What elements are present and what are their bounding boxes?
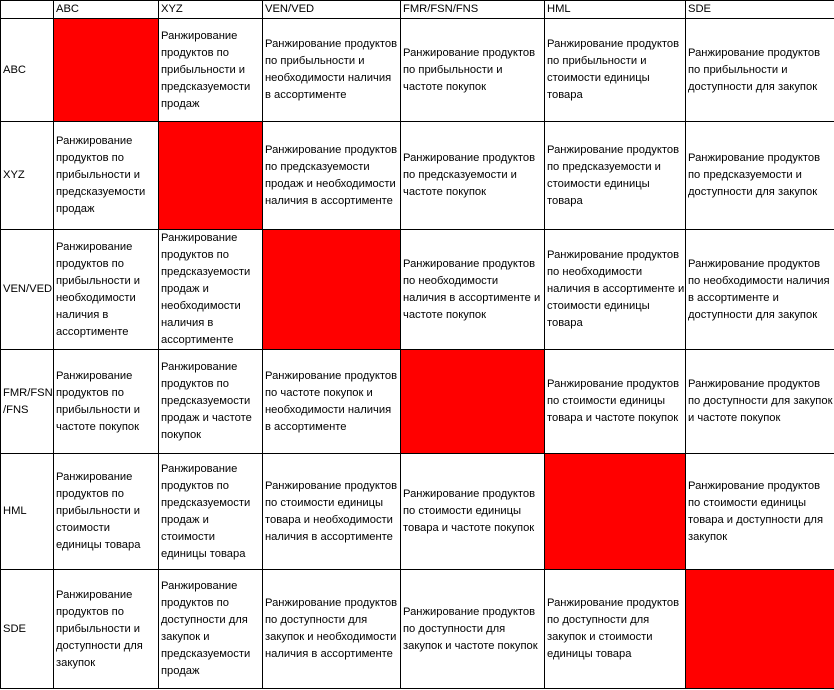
matrix-cell: Ранжирование продуктов по предсказуемости продаж и частоте покупок [159, 350, 263, 454]
matrix-cell: Ранжирование продуктов по прибыльности и необходимости наличия в ассортименте [54, 230, 159, 350]
matrix-cell: Ранжирование продуктов по необходимости наличия в ассортименте и частоте покупок [401, 230, 545, 350]
matrix-cell: Ранжирование продуктов по стоимости единицы товара и доступности для закупок [686, 454, 834, 570]
matrix-cell: Ранжирование продуктов по прибыльности и доступности для закупок [54, 570, 159, 689]
matrix-cell: Ранжирование продуктов по стоимости единицы товара и необходимости наличия в ассортименте [263, 454, 401, 570]
header-row [1, 1, 834, 19]
row-header-ven-ved: VEN/VED [1, 230, 54, 350]
row-header-hml: HML [1, 454, 54, 570]
matrix-cell: Ранжирование продуктов по прибыльности и предсказуемости продаж [159, 19, 263, 122]
matrix-cell: Ранжирование продуктов по прибыльности и частоте покупок [401, 19, 545, 122]
row-header-sde: SDE [1, 570, 54, 689]
matrix-cell: Ранжирование продуктов по предсказуемости продаж и необходимости наличия в ассортименте [159, 230, 263, 350]
column-header-hml: HML [545, 1, 686, 19]
row-header-xyz: XYZ [1, 122, 54, 230]
table-row [1, 122, 834, 230]
matrix-cell: Ранжирование продуктов по доступности для закупок и стоимости единицы товара [545, 570, 686, 689]
diagonal-filled-cell [686, 570, 834, 689]
table-row [1, 454, 834, 570]
matrix-cell: Ранжирование продуктов по частоте покупок и необходимости наличия в ассортименте [263, 350, 401, 454]
diagonal-filled-cell [401, 350, 545, 454]
matrix-cell: Ранжирование продуктов по доступности для закупок и предсказуемости продаж [159, 570, 263, 689]
matrix-cell: Ранжирование продуктов по предсказуемости и стоимости единицы товара [545, 122, 686, 230]
diagonal-filled-cell [159, 122, 263, 230]
corner-cell [1, 1, 54, 19]
matrix-cell: Ранжирование продуктов по прибыльности и необходимости наличия в ассортименте [263, 19, 401, 122]
matrix-cell: Ранжирование продуктов по предсказуемости продаж и необходимости наличия в ассортименте [263, 122, 401, 230]
diagonal-filled-cell [263, 230, 401, 350]
matrix-cell: Ранжирование продуктов по прибыльности и предсказуемости продаж [54, 122, 159, 230]
matrix-cell: Ранжирование продуктов по доступности для закупок и частоте покупок [401, 570, 545, 689]
matrix-cell: Ранжирование продуктов по прибыльности и стоимости единицы товара [545, 19, 686, 122]
matrix-cell: Ранжирование продуктов по стоимости единицы товара и частоте покупок [401, 454, 545, 570]
matrix-cell: Ранжирование продуктов по доступности для закупок и необходимости наличия в ассортименте [263, 570, 401, 689]
matrix-cell: Ранжирование продуктов по прибыльности и доступности для закупок [686, 19, 834, 122]
table-row [1, 350, 834, 454]
column-header-xyz: XYZ [159, 1, 263, 19]
matrix-cell: Ранжирование продуктов по прибыльности и частоте покупок [54, 350, 159, 454]
column-header-fmr-fsn-fns: FMR/FSN/FNS [401, 1, 545, 19]
matrix-cell: Ранжирование продуктов по необходимости наличия в ассортименте и доступности для закупок [686, 230, 834, 350]
table-row [1, 230, 834, 350]
row-header-abc: ABC [1, 19, 54, 122]
matrix-cell: Ранжирование продуктов по доступности для закупок и частоте покупок [686, 350, 834, 454]
diagonal-filled-cell [545, 454, 686, 570]
matrix-cell: Ранжирование продуктов по предсказуемости и доступности для закупок [686, 122, 834, 230]
matrix-cell: Ранжирование продуктов по предсказуемости продаж и стоимости единицы товара [159, 454, 263, 570]
column-header-abc: ABC [54, 1, 159, 19]
table-row [1, 570, 834, 689]
matrix-cell: Ранжирование продуктов по предсказуемости и частоте покупок [401, 122, 545, 230]
table-row [1, 19, 834, 122]
diagonal-filled-cell [54, 19, 159, 122]
row-header-fmr-fsn-fns: FMR/FSN /FNS [1, 350, 54, 454]
matrix-cell: Ранжирование продуктов по стоимости единицы товара и частоте покупок [545, 350, 686, 454]
matrix-cell: Ранжирование продуктов по прибыльности и стоимости единицы товара [54, 454, 159, 570]
matrix-cell: Ранжирование продуктов по необходимости наличия в ассортименте и стоимости единицы товара [545, 230, 686, 350]
column-header-sde: SDE [686, 1, 834, 19]
column-header-ven-ved: VEN/VED [263, 1, 401, 19]
